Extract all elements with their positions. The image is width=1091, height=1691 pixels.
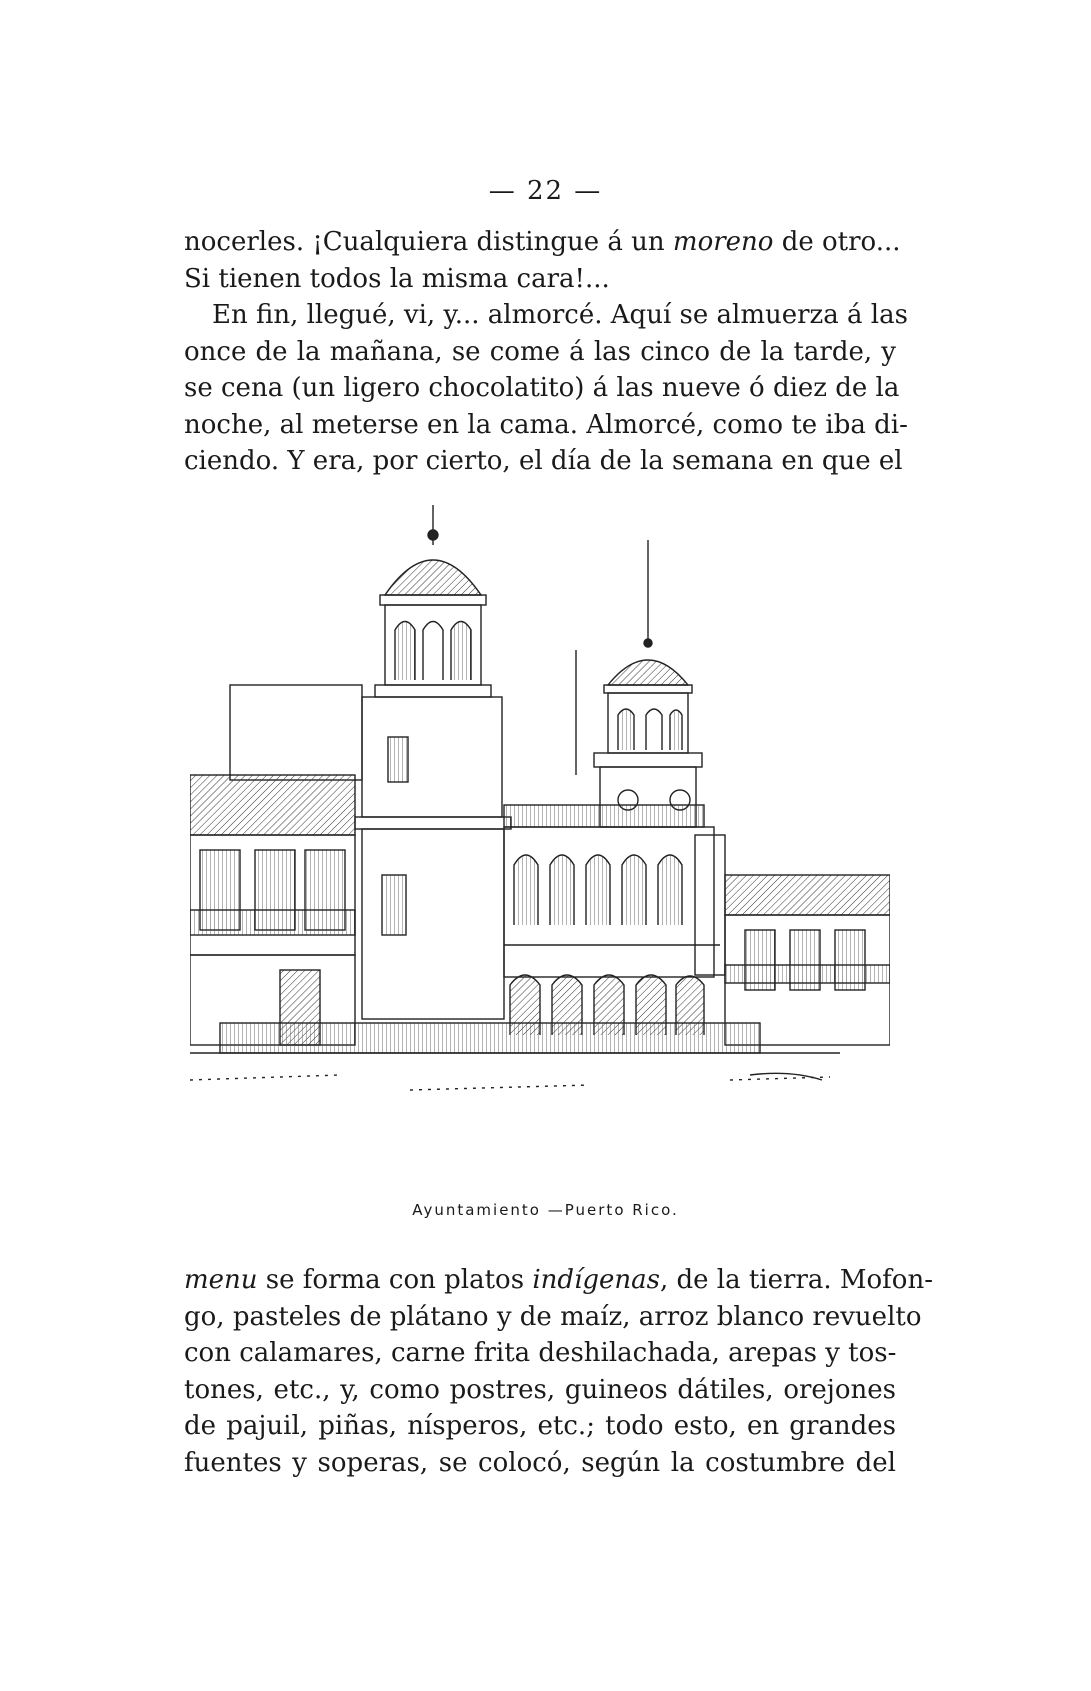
text-line: de pajuil, piñas, nísperos, etc.; todo esto, en grandes — [184, 1411, 896, 1441]
bottom-paragraph — [184, 1262, 933, 1481]
italic-word: menu — [184, 1265, 258, 1295]
text-line — [184, 224, 901, 261]
text-segment: , de la tierra. Mofon- — [659, 1265, 933, 1295]
text-line: con calamares, carne frita deshilachada, arepas y tos- — [184, 1338, 897, 1368]
page-number: — 22 — — [488, 176, 603, 206]
text-line: se cena (un ligero chocolatito) á las nueve ó diez de la — [184, 373, 900, 403]
text-line — [184, 1262, 933, 1299]
italic-word: indígenas — [532, 1265, 660, 1295]
text-segment: nocerles. ¡Cualquiera distingue á un — [184, 227, 673, 257]
text-line: tones, etc., y, como postres, guineos dátiles, orejones — [184, 1374, 896, 1405]
text-line: noche, al meterse en la cama. Almorcé, como te iba di- — [184, 409, 908, 440]
text-line: once de la mañana, se come á las cinco de la tarde, y — [184, 336, 896, 367]
italic-word: moreno — [672, 227, 774, 257]
text-line: go, pasteles de plátano y de maíz, arroz blanco revuelto — [184, 1301, 922, 1332]
text-line: fuentes y soperas, se colocó, según la costumbre del — [184, 1447, 896, 1478]
text-line: Si tienen todos la misma cara!... — [184, 263, 610, 294]
text-segment: se forma con platos — [257, 1265, 533, 1295]
text-line: En fin, llegué, vi, y... almorcé. Aquí se almuerza á las — [212, 300, 908, 330]
figure-caption: Ayuntamiento —Puerto Rico. — [412, 1201, 679, 1219]
text-segment: de otro... — [773, 227, 901, 257]
engraving-illustration — [190, 505, 890, 1175]
text-line: ciendo. Y era, por cierto, el día de la semana en que el — [184, 446, 903, 476]
top-paragraph — [184, 224, 908, 480]
